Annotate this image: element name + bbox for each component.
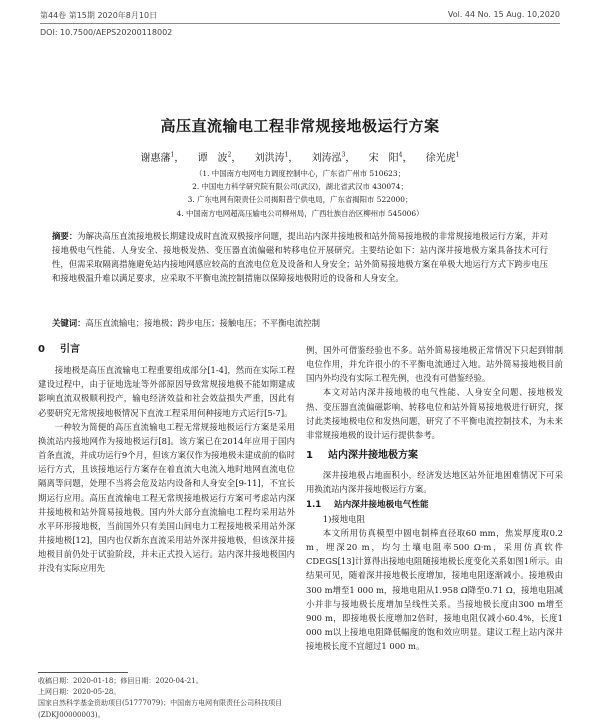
author: 谭 波$^2$， [197,151,242,164]
author-affil-mark: 1 [455,151,460,159]
section-number: 1 [306,450,313,462]
subsection-number: 1.1 [306,499,322,510]
author-list [0,149,600,164]
abstract [52,230,548,286]
doi: DOI: 10.7500/AEPS20200118002 [40,28,173,37]
subsection-title: 站内深井接地极电气性能 [334,499,429,510]
affiliation: 3. 广东电网有限责任公司揭阳普宁供电局，广东省揭阳市 522000； [187,195,413,205]
footnote-divider [38,672,128,673]
affiliation: 2. 中国电力科学研究院有限公司(武汉)，湖北省武汉市 430074； [192,182,408,192]
abstract-text: 为解决高压直流接地极长期建设成时直流双极接序问题，提出站内深井接地极和站外简易接地极的非常规接地极运行方案，并对接地极电气性能、人身安全、接地极发热、变压器直流偏磁和转移电位开展研究。主要结论如下：站内深井接地极方案具备技术可行性，但需采取隔离措施避免站内接地网感应较高的直流电位危及设备和人身安全；站外简易接地极方案在单极大地运行方式下跨步电压和接地极温升难以满足要求，应采取不平衡电流控制措施以保障接地极附近的设备和人身安全。 [52,231,549,283]
keywords-text: 高压直流输电；接地极；跨步电压；接触电压；不平衡电流控制 [85,318,320,328]
author: 谢惠藩$^1$， [140,151,185,164]
affiliation: （1. 中国南方电网电力调度控制中心，广东省广州市 510623； [195,169,405,178]
keywords [52,317,548,329]
paragraph: 本文对站内深井接地极的电气性能、人身安全问题、接地极发热、变压器直流偏磁影响、转移电位和站外简易接地极进行研究，探讨此类接地极电位和发热问题，研究了不平衡电流控制技术，为未来非常规接地极的设计运行提供参考。 [306,387,563,440]
author-affil-mark: 1 [284,151,289,159]
abstract-label: 摘要： [52,231,78,241]
author [426,153,460,164]
paragraph: 深井接地极占地面积小，经济发达地区站外征地困难情况下可采用换流站内深井接地极运行方案。 [306,470,563,495]
author-affil-mark: 4 [398,151,403,159]
author-name: 刘涛泓 [311,153,342,164]
author: 刘涛泓$^3$， [311,151,356,164]
author: 刘洪涛$^1$， [254,151,299,164]
section-title: 站内深井接地极方案 [328,450,418,462]
subsubsection-heading: 1)接地电阻 [322,513,365,524]
author: 宋 阳$^4$， [368,151,413,164]
paragraph: 接地极是高压直流输电工程重要组成部分[1-4]，然而在实际工程建设过程中，由于征地选址等外部原因导致常规接地极不能如期建成影响直流双极顺利投产，输电经济效益和社会效益损失严重，因此有必要研究无常规接地极情况下直流工程采用何种接地方式运行[5-7]。 [38,365,295,418]
footnote-online: 上网日期：2020-05-28。 [38,688,121,697]
section-number: 0 [38,344,45,355]
affiliation-list [0,167,600,220]
author-affil-mark: 2 [227,151,232,159]
footnote-funding: 国家自然科学基金资助项目(51777079)；中国南方电网有限责任公司科技项目(ZDKJ00000003)。 [38,699,283,719]
left-column [38,343,295,576]
journal-issue-en: Vol. 44 No. 15 Aug. 10,2020 [447,10,560,19]
right-column [306,343,563,653]
affiliation: 4. 中国南方电网超高压输电公司柳州局，广西壮族自治区柳州市 545006） [176,208,424,218]
footnote [38,676,295,721]
footnote-received: 收稿日期：2020-01-18；修回日期：2020-04-21。 [38,677,203,685]
author-name: 宋 阳 [368,153,399,164]
journal-issue: 第44卷 第15期 2020年8月10日 [40,11,158,20]
paragraph: 本文所用仿真模型中圆电制棒直径取60 mm，焦炭厚度取0.2 m，埋深20 m，均匀土壤电阻率500 Ω·m，采用仿真软件CDEGS[13]计算得出接地电阻随接地极长度变化关系如图1所示。由结果可见，随着深井接地极长度增加，接地电阻逐渐减小。接地极由300 m增至1 000 m，接地电阻从1.958 Ω降至0.71 Ω，接地电阻减小并非与接地极长度增加呈线性关系。当接地极长度由300 m增至900 m，即接地极长度增加2倍时，接地电阻仅减小60.4%，长度1 000 m以上接地电阻降低幅度的饱和效应明显。建议工程上站内深井接地极长度不宜超过1 000 m。 [306,527,564,652]
paper-title: 高压直流输电工程非常规接地极运行方案 [160,117,440,135]
author-name: 刘洪涛 [254,153,285,164]
author-name: 谢惠藩 [140,153,171,164]
subsection-heading-1-1 [306,498,563,512]
author-name: 谭 波 [197,153,228,164]
paragraph: 例，国外可借鉴经验也不多。站外简易接地极正常情况下只起到钳制电位作用，并允许很小的不平衡电流通过入地。站外简易接地极目前国内外均没有实际工程先例，也没有可借鉴经验。 [306,345,563,384]
author-affil-mark: 1 [170,151,175,159]
section-heading-1 [306,449,563,463]
author-affil-mark: 3 [341,151,346,159]
author-name: 徐光虎 [425,153,456,164]
section-title: 引言 [60,344,80,355]
header-divider [40,23,560,24]
keywords-label: 关键词： [52,318,86,328]
section-heading-intro [38,343,295,357]
paragraph: 一种较为简便的高压直流输电工程无常规接地极运行方案是采用换流站内接地网作为接地极运行[8]。该方案已在2014年应用于国内首条直流，并成功运行9个月，但该方案仅作为接地极未建成前的临时运行方式，且该接地运行方案存在着直流大电流入地时地网直流电位隔离等问题，处理不当将会危及站内设备和人身安全[9-11]，不宜长期运行应用。高压直流输电工程无常规接地极运行方案可考虑站内深井接地极和站外简易接地极。国内外大部分直流输电工程均采用站外水平环形接地极，当前国外只有美国山间电力工程接地极采用站外深井接地极[12]，国内也仅新东直流采用站外深井接地极，但该深井接地极目前仍处于试验阶段，并未正式投入运行。站内深井接地极国内并没有实际应用先 [38,421,295,574]
